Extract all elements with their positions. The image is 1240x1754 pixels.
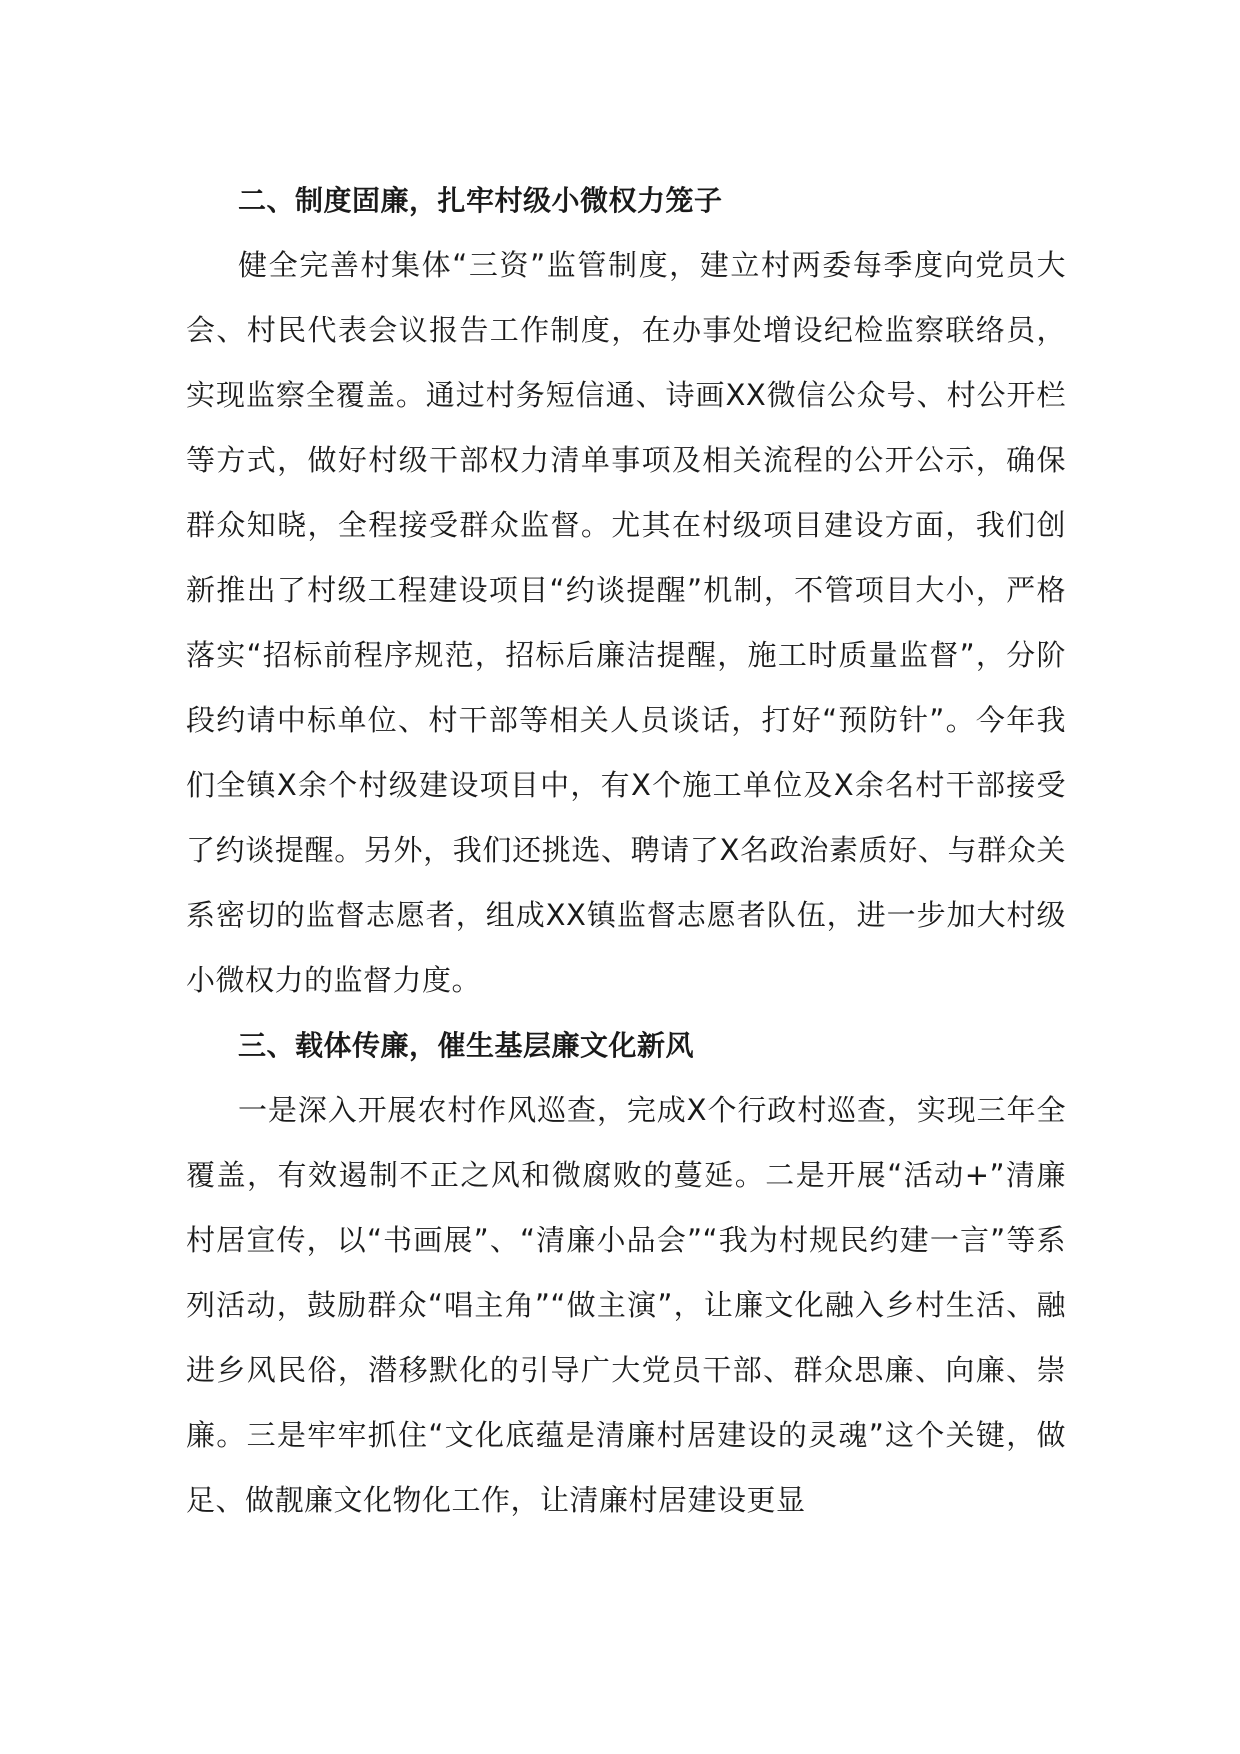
section-paragraph-3: 一是深入开展农村作风巡查，完成X个行政村巡查，实现三年全覆盖，有效遏制不正之风和微腐败的蔓延。二是开展“活动+”清廉村居宣传，以“书画展”、“清廉小品会”“我为村规民约建一言”等系列活动，鼓励群众“唱主角”“做主演”，让廉文化融入乡村生活、融进乡风民俗，潜移默化的引导广大党员干部、群众思廉、向廉、崇廉。三是牢牢抓住“文化底蕴是清廉村居建设的灵魂”这个关键，做足、做靓廉文化物化工作，让清廉村居建设更显 bbox=[186, 1093, 1066, 1517]
section-heading-3: 三、载体传廉，催生基层廉文化新风 bbox=[238, 1029, 695, 1062]
section-paragraph-2: 健全完善村集体“三资”监管制度，建立村两委每季度向党员大会、村民代表会议报告工作制度，在办事处增设纪检监察联络员，实现监察全覆盖。通过村务短信通、诗画XX微信公众号、村公开栏等方式，做好村级干部权力清单事项及相关流程的公开公示，确保群众知晓，全程接受群众监督。尤其在村级项目建设方面，我们创新推出了村级工程建设项目“约谈提醒”机制，不管项目大小，严格落实“招标前程序规范，招标后廉洁提醒，施工时质量监督”，分阶段约请中标单位、村干部等相关人员谈话，打好“预防针”。今年我们全镇X余个村级建设项目中，有X个施工单位及X余名村干部接受了约谈提醒。另外，我们还挑选、聘请了X名政治素质好、与群众关系密切的监督志愿者，组成XX镇监督志愿者队伍，进一步加大村级小微权力的监督力度。 bbox=[186, 248, 1066, 997]
section-heading-2: 二、制度固廉，扎牢村级小微权力笼子 bbox=[238, 184, 723, 217]
document-body bbox=[186, 168, 1066, 1533]
